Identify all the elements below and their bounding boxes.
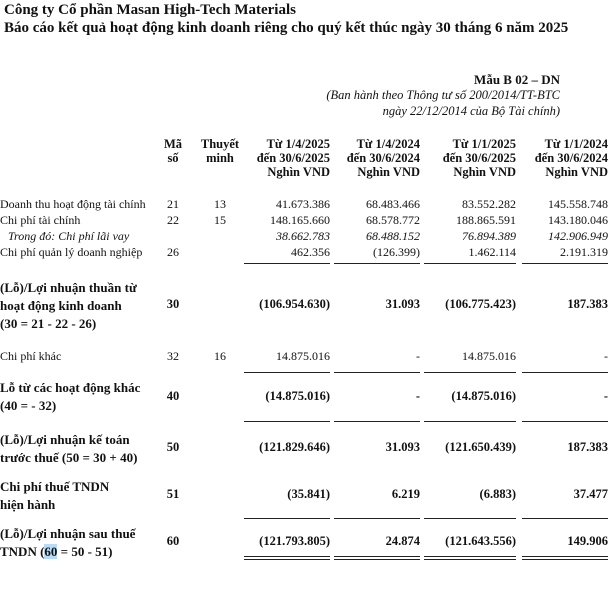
row-code-40: 40 [166,389,180,403]
row-60-value-3: (121.643.556) [445,534,516,548]
row-40-value-2: - [415,389,420,403]
column-header-period-2: Từ 1/4/2024 đến 30/6/2024 Nghìn VND [346,137,420,179]
row-label-operating-result: (Lỗ)/Lợi nhuận thuần từ hoạt động kinh doanh (30 = 21 - 22 - 26) [0,280,137,331]
row-code-22: 22 [167,213,179,227]
row-30-value-3: (106.775.423) [445,297,516,311]
row-label-profit-before-tax: (Lỗ)/Lợi nhuận kế toán trước thuế (50 = 30 + 40) [0,432,138,465]
row-code-60: 60 [166,534,180,548]
row-26-value-2: (126.399) [373,245,420,259]
row-21-value-3: 83.552.282 [462,197,516,211]
row-code-51: 51 [166,487,180,501]
row-30-value-1: (106.954.630) [259,297,330,311]
subtotal-rule [424,372,516,373]
total-double-rule [334,556,420,560]
subtotal-rule [522,421,608,422]
row-21-value-4: 145.558.748 [548,197,608,211]
row-label-interest-expense: Trong đó: Chi phí lãi vay [8,229,130,243]
subtotal-rule [424,263,516,264]
row-22-value-2: 68.578.772 [366,213,420,227]
subtotal-rule [334,421,420,422]
subtotal-rule [522,263,608,264]
row-label-admin-expenses: Chi phí quản lý doanh nghiệp [0,245,143,259]
row-50-value-4: 187.383 [567,440,608,454]
row-label-financial-income: Doanh thu hoạt động tài chính [0,197,146,211]
row-51-value-1: (35.841) [287,487,330,501]
row-label-current-tax: Chi phí thuế TNDN hiện hành [0,479,110,512]
row-label-profit-after-tax: (Lỗ)/Lợi nhuận sau thuế TNDN (60 = 50 - 51) [0,526,136,559]
row-30-value-4: 187.383 [567,297,608,311]
subtotal-rule [334,518,420,519]
row-22-value-1: 148.165.660 [270,213,330,227]
row-22-value-4: 143.180.046 [548,213,608,227]
row-note-16: 16 [214,349,226,363]
row-40-value-1: (14.875.016) [265,389,330,403]
row-note-15: 15 [214,213,226,227]
row-label-other-expenses: Chi phí khác [0,349,62,363]
row-code-21: 21 [167,197,179,211]
row-50-value-3: (121.650.439) [445,440,516,454]
subtotal-rule [244,263,330,264]
row-code-30: 30 [166,297,180,311]
total-double-rule [522,556,608,560]
row-32-value-4: - [604,349,608,363]
row-22-value-3: 188.865.591 [456,213,516,227]
form-note-line-2: ngày 22/12/2014 của Bộ Tài chính) [382,104,560,118]
row-50-value-1: (121.829.646) [259,440,330,454]
company-name: Công ty Cổ phần Masan High-Tech Materials [4,2,296,18]
subtotal-rule [244,518,330,519]
row-code-50: 50 [166,440,180,454]
row-60-value-2: 24.874 [385,534,420,548]
highlighted-code: 60 [44,544,58,559]
row-40-value-4: - [603,389,608,403]
subtotal-rule [424,518,516,519]
column-header-note: Thuyết minh [200,137,240,165]
row-note-13: 13 [214,197,226,211]
row-60-value-1: (121.793.805) [259,534,330,548]
row-30-value-2: 31.093 [385,297,420,311]
form-code: Mẫu B 02 – DN [474,72,560,87]
row-51-value-4: 37.477 [573,487,608,501]
total-double-rule [424,556,516,560]
row-21-value-1: 41.673.386 [276,197,330,211]
row-21-value-2: 68.483.466 [366,197,420,211]
row-26-value-4: 2.191.319 [560,245,608,259]
row-50-value-2: 31.093 [385,440,420,454]
row-code-26: 26 [167,245,179,259]
subtotal-rule [334,372,420,373]
subtotal-rule [522,518,608,519]
subtotal-rule [244,421,330,422]
column-header-code: Mã số [163,137,183,165]
report-title: Báo cáo kết quả hoạt động kinh doanh riêng cho quý kết thúc ngày 30 tháng 6 năm 2025 [4,20,569,36]
row-60-value-4: 149.906 [567,534,608,548]
row-26-value-3: 1.462.114 [468,245,516,259]
row-32-value-2: - [416,349,420,363]
column-header-period-3: Từ 1/1/2025 đến 30/6/2025 Nghìn VND [442,137,516,179]
column-header-period-4: Từ 1/1/2024 đến 30/6/2024 Nghìn VND [534,137,608,179]
row-label-financial-expenses: Chi phí tài chính [0,213,81,227]
interest-value-2: 68.488.152 [366,229,420,243]
row-51-value-3: (6.883) [479,487,516,501]
row-40-value-3: (14.875.016) [451,389,516,403]
row-label-other-activities-loss: Lỗ từ các hoạt động khác (40 = - 32) [0,380,141,413]
form-note-line-1: (Ban hành theo Thông tư số 200/2014/TT-BTC [326,88,560,102]
subtotal-rule [244,372,330,373]
row-51-value-2: 6.219 [391,487,420,501]
interest-value-1: 38.662.783 [276,229,330,243]
column-header-period-1: Từ 1/4/2025 đến 30/6/2025 Nghìn VND [256,137,330,179]
subtotal-rule [334,263,420,264]
subtotal-rule [424,421,516,422]
row-code-32: 32 [167,349,179,363]
row-32-value-1: 14.875.016 [276,349,330,363]
row-26-value-1: 462.356 [291,245,330,259]
subtotal-rule [522,372,608,373]
interest-value-3: 76.894.389 [462,229,516,243]
interest-value-4: 142.906.949 [548,229,608,243]
total-double-rule [244,556,330,560]
row-32-value-3: 14.875.016 [462,349,516,363]
